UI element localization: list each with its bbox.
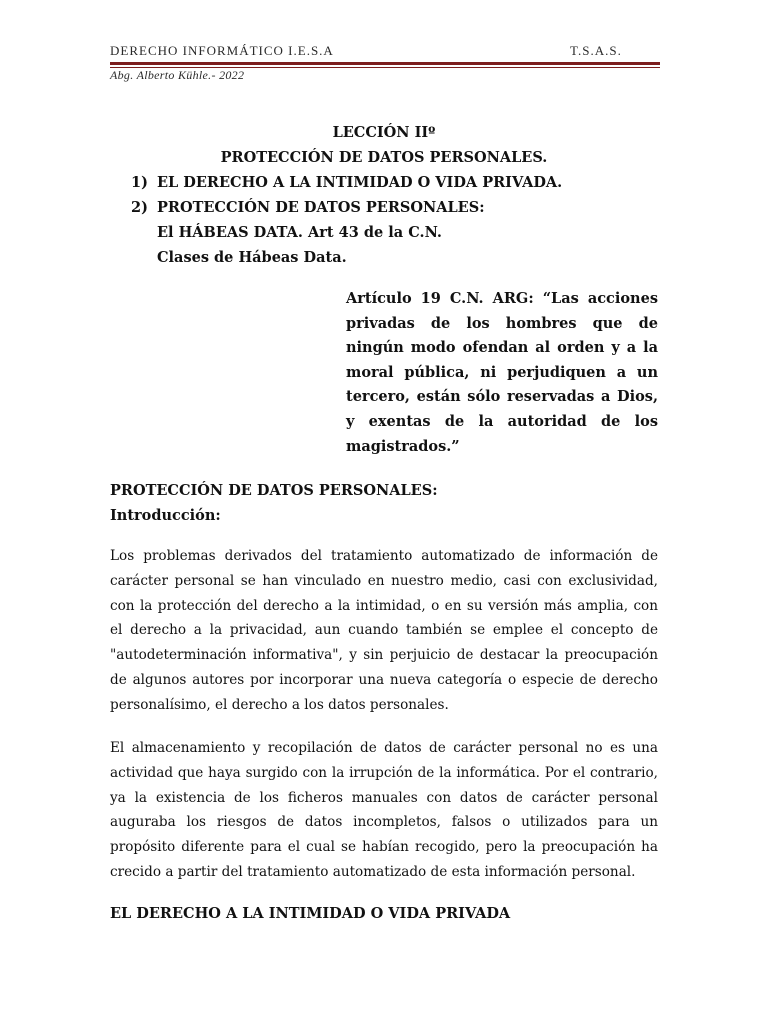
topic-item-1: EL DERECHO A LA INTIMIDAD O VIDA PRIVADA.	[157, 174, 563, 191]
header-rule-thick	[110, 62, 660, 65]
topic-number-2: 2)	[131, 199, 148, 216]
paragraph-intro-1: Los problemas derivados del tratamiento automatizado de información de carácter personal se han vinculado en nuestro medio, casi con exclusividad, con la protección del derecho a la intimidad, o en su versión más amplia, con el derecho a la privacidad, aun cuando también se emplee el concepto de "autodeterminación informativa", y sin perjuicio de destacar la preocupación de algunos autores por incorporar una nueva categoría o especie de derecho personalísimo, el derecho a los datos personales.	[110, 548, 658, 713]
topic-number-1: 1)	[131, 174, 148, 191]
topic-subitem-habeas-data: El HÁBEAS DATA. Art 43 de la C.N.	[157, 224, 442, 241]
header-course-title: DERECHO INFORMÁTICO I.E.S.A	[110, 43, 334, 58]
section-heading-intimidad: EL DERECHO A LA INTIMIDAD O VIDA PRIVADA	[110, 905, 511, 922]
topic-item-2: PROTECCIÓN DE DATOS PERSONALES:	[157, 199, 485, 216]
header-program-code: T.S.A.S.	[570, 43, 622, 58]
constitution-quote: Artículo 19 C.N. ARG: “Las acciones privadas de los hombres que de ningún modo ofendan al orden y a la moral pública, ni perjudiquen a un tercero, están sólo reservadas a Dios, y exentas de la autoridad de los magistrados.”	[346, 290, 658, 455]
section-heading-proteccion: PROTECCIÓN DE DATOS PERSONALES:	[110, 482, 438, 499]
lesson-subtitle: PROTECCIÓN DE DATOS PERSONALES.	[220, 149, 548, 166]
section-subheading-introduccion: Introducción:	[110, 507, 221, 524]
header-author: Abg. Alberto Kühle.- 2022	[110, 68, 245, 82]
topic-subitem-clases: Clases de Hábeas Data.	[157, 249, 347, 266]
lesson-title: LECCIÓN IIº	[332, 124, 436, 141]
paragraph-intro-2: El almacenamiento y recopilación de datos de carácter personal no es una actividad que haya surgido con la irrupción de la informática. Por el contrario, ya la existencia de los ficheros manuales con datos de carácter personal auguraba los riesgos de datos incompletos, falsos o utilizados para un propósito diferente para el cual se habían recogido, pero la preocupación ha crecido a partir del tratamiento automatizado de esta información personal.	[110, 740, 658, 880]
